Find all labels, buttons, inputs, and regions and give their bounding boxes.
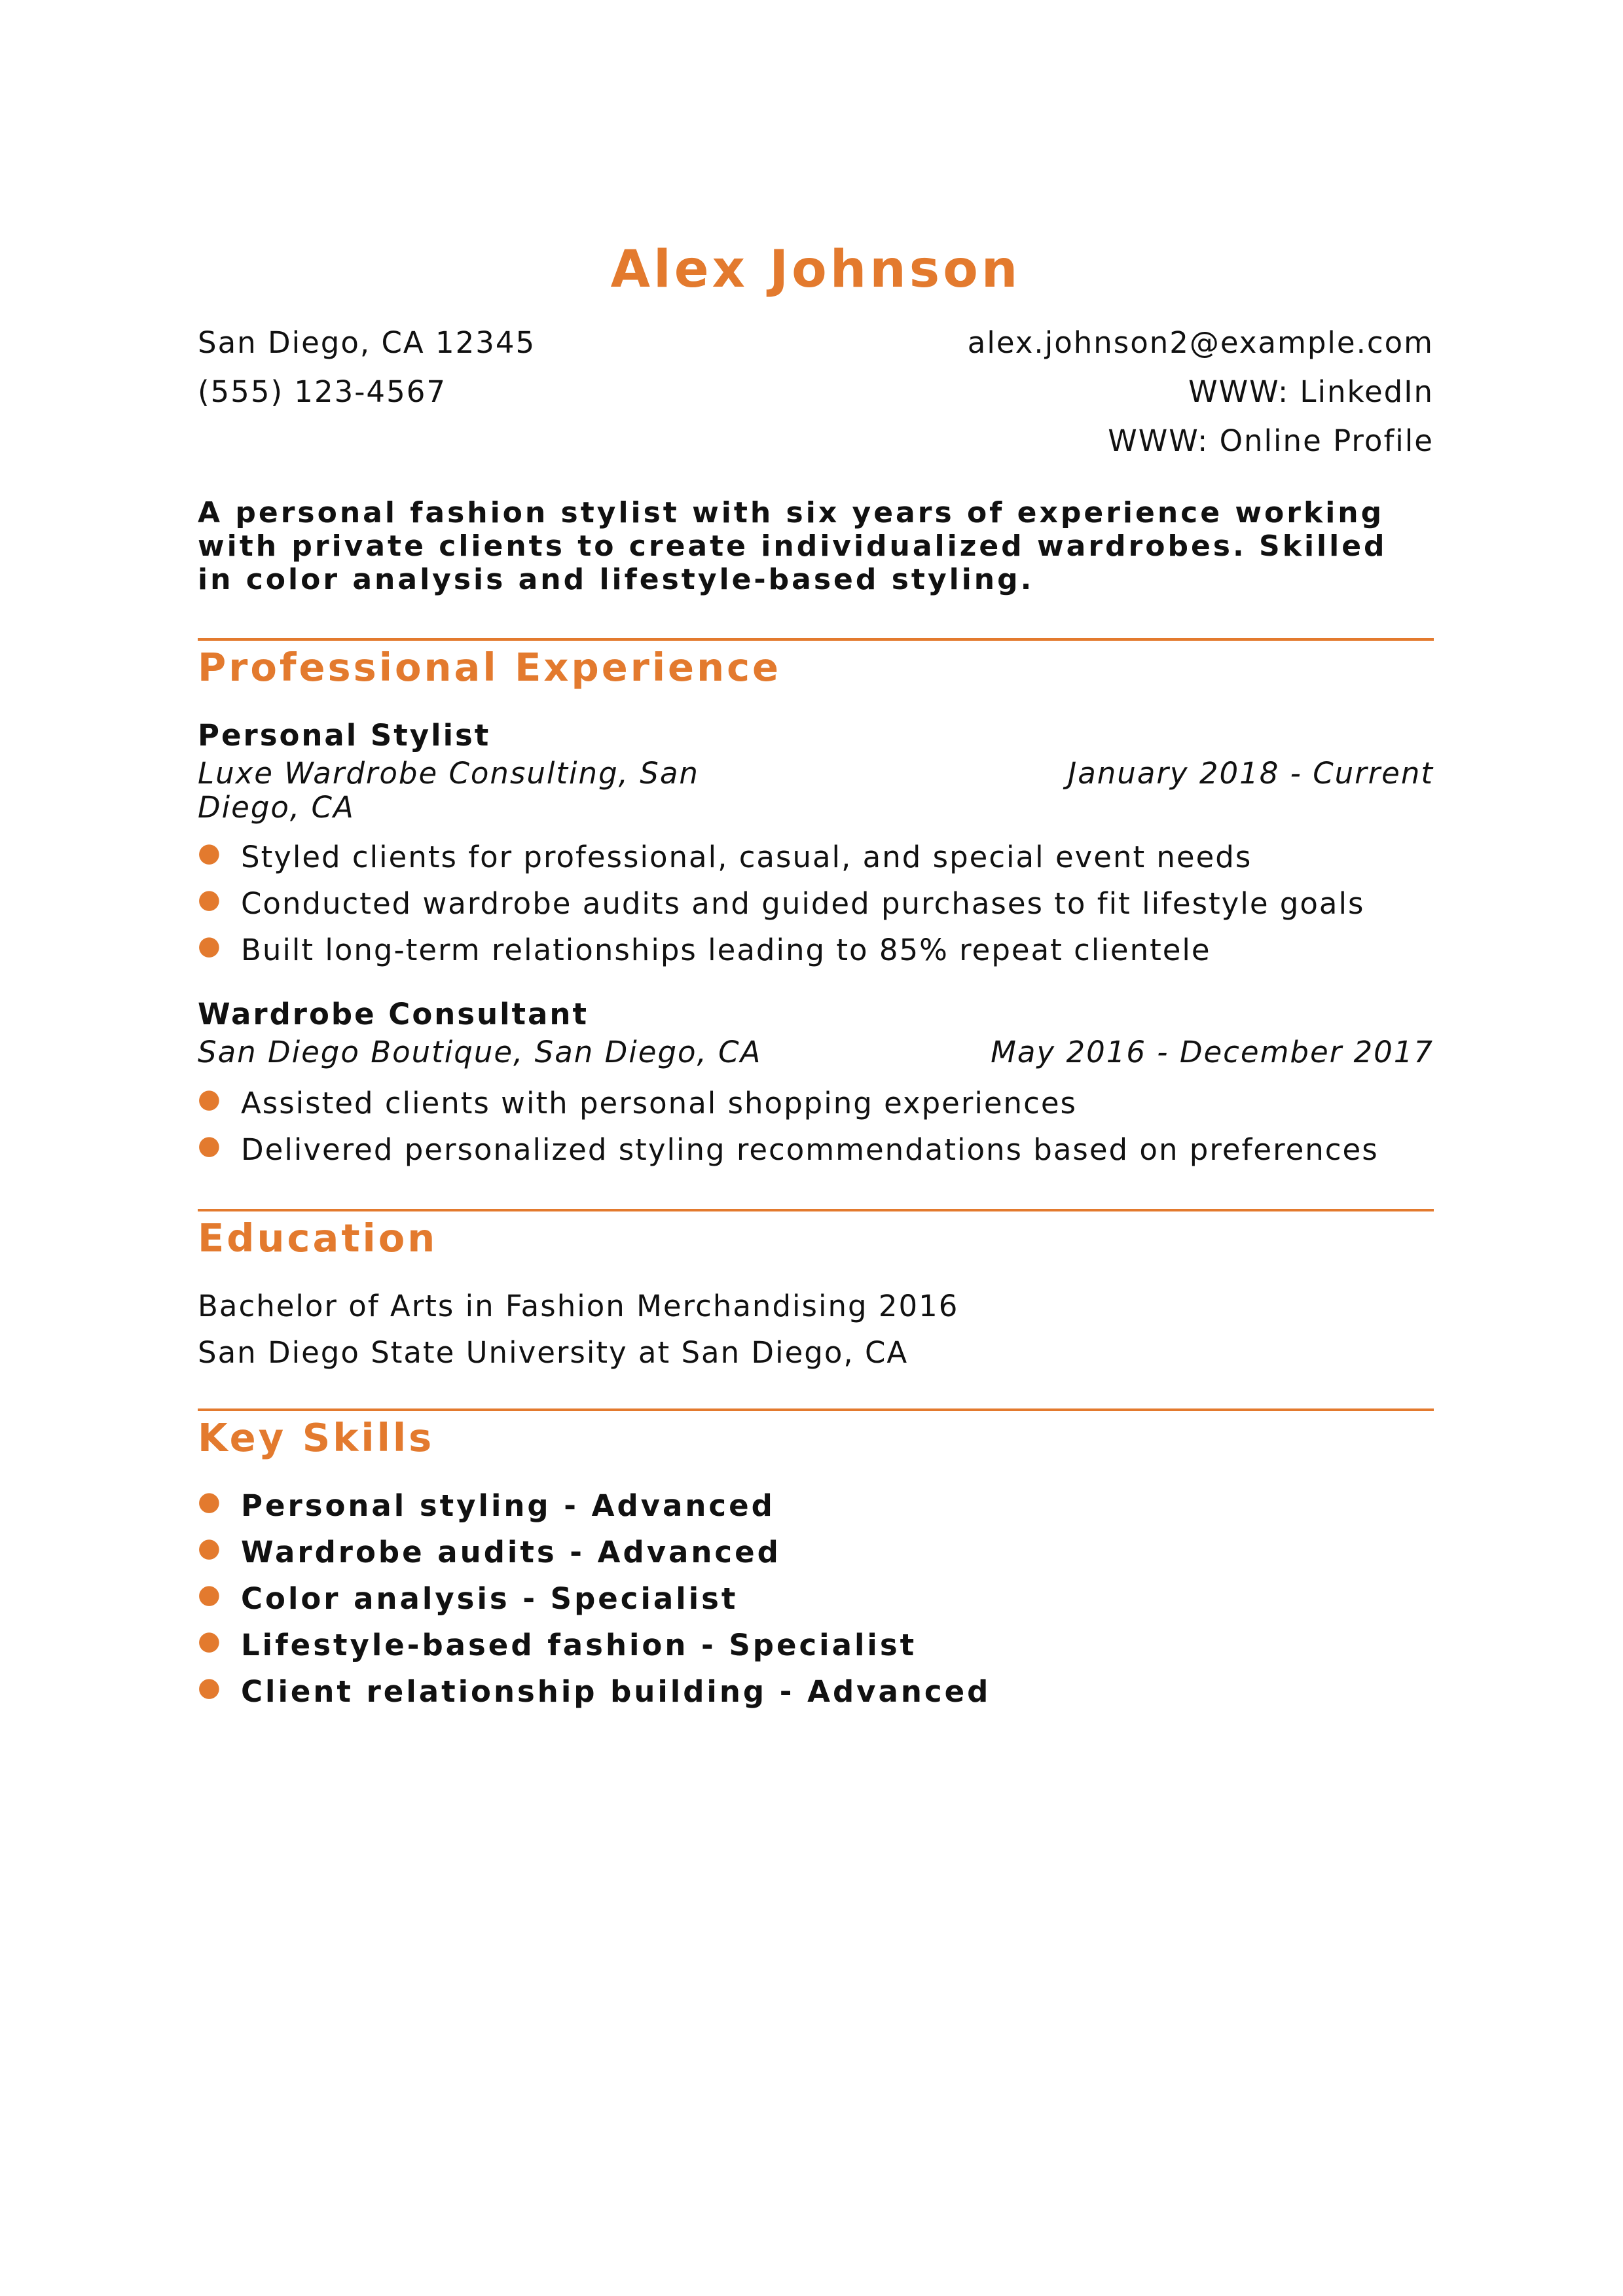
- bullet-text: Conducted wardrobe audits and guided purchases to fit lifestyle goals: [241, 886, 1365, 921]
- education-degree: Bachelor of Arts in Fashion Merchandising 2016: [198, 1289, 959, 1323]
- phone-number: (555) 123-4567: [198, 374, 447, 409]
- job-dates: May 2016 - December 2017: [991, 1035, 1434, 1069]
- bullet-text: Built long-term relationships leading to 85% repeat clientele: [241, 933, 1211, 967]
- resume-page: [198, 0, 1434, 2296]
- bullet-text: Styled clients for professional, casual, and special event needs: [241, 840, 1252, 874]
- bullet-dot-icon: ●: [198, 1084, 222, 1114]
- bullet-dot-icon: ●: [198, 1130, 222, 1160]
- education-school: San Diego State University at San Diego, CA: [198, 1335, 909, 1370]
- list-item: [198, 1130, 1434, 1177]
- professional-summary: A personal fashion stylist with six years of experience working with private clients to create individualized wardrobes. Skilled in color analysis and lifestyle-based styling.: [198, 496, 1387, 596]
- bullet-dot-icon: ●: [198, 1672, 223, 1702]
- list-item: [198, 1084, 1434, 1130]
- skill-text: Client relationship building - Advanced: [241, 1674, 991, 1709]
- job-bullet-list: [198, 1084, 1434, 1177]
- skill-text: Wardrobe audits - Advanced: [241, 1535, 781, 1570]
- job-dates: January 2018 - Current: [1067, 756, 1434, 791]
- candidate-name: Alex Johnson: [610, 240, 1021, 299]
- skill-text: Color analysis - Specialist: [241, 1581, 739, 1616]
- list-item: [198, 1626, 1434, 1672]
- skill-text: Personal styling - Advanced: [241, 1488, 775, 1523]
- linkedin-link[interactable]: WWW: LinkedIn: [1188, 374, 1434, 409]
- bullet-text: Assisted clients with personal shopping experiences: [241, 1086, 1077, 1121]
- list-item: [198, 931, 1434, 977]
- education-heading: Education: [198, 1215, 438, 1261]
- job-title: Personal Stylist: [198, 718, 491, 753]
- job-company: Luxe Wardrobe Consulting, San Diego, CA: [198, 756, 699, 825]
- bullet-dot-icon: ●: [198, 1626, 223, 1656]
- list-item: [198, 1533, 1434, 1579]
- skills-heading: Key Skills: [198, 1415, 435, 1460]
- job-company: San Diego Boutique, San Diego, CA: [198, 1035, 762, 1069]
- bullet-dot-icon: ●: [198, 1533, 223, 1563]
- section-divider: [198, 638, 1434, 641]
- bullet-dot-icon: ●: [198, 931, 222, 961]
- job-title: Wardrobe Consultant: [198, 997, 589, 1031]
- bullet-dot-icon: ●: [198, 1579, 223, 1609]
- list-item: [198, 1486, 1434, 1533]
- bullet-dot-icon: ●: [198, 838, 222, 868]
- email-link[interactable]: alex.johnson2@example.com: [967, 325, 1434, 360]
- bullet-dot-icon: ●: [198, 1486, 223, 1516]
- section-divider: [198, 1408, 1434, 1411]
- list-item: [198, 838, 1434, 884]
- job-bullet-list: [198, 838, 1434, 977]
- skills-list: [198, 1486, 1434, 1719]
- experience-heading: Professional Experience: [198, 645, 782, 690]
- bullet-text: Delivered personalized styling recommendations based on preferences: [241, 1132, 1379, 1167]
- list-item: [198, 1579, 1434, 1626]
- skill-text: Lifestyle-based fashion - Specialist: [241, 1628, 917, 1662]
- list-item: [198, 1672, 1434, 1719]
- online-profile-link[interactable]: WWW: Online Profile: [1108, 423, 1434, 458]
- section-divider: [198, 1209, 1434, 1211]
- bullet-dot-icon: ●: [198, 884, 222, 914]
- address: San Diego, CA 12345: [198, 325, 536, 360]
- list-item: [198, 884, 1434, 931]
